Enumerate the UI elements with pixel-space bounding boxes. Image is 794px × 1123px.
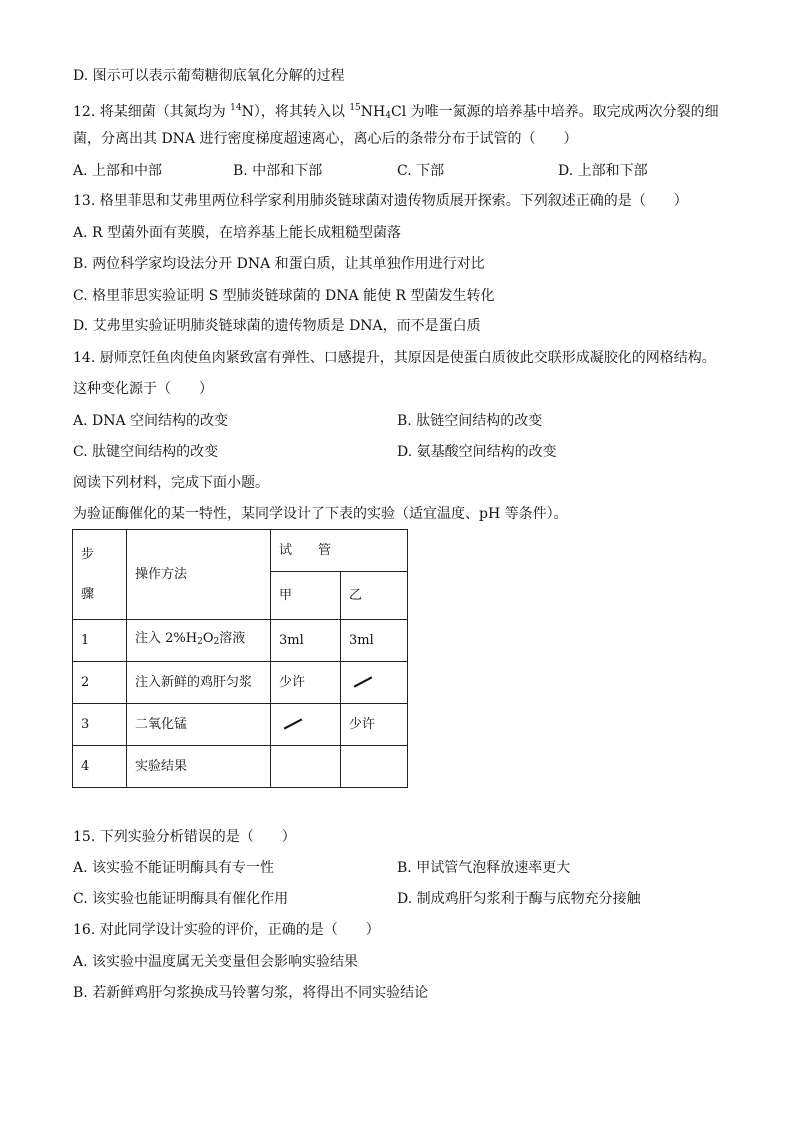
q16-option-a: A. 该实验中温度属无关变量但会影响实验结果 <box>73 954 359 970</box>
q16-stem: 16. 对此同学设计实验的评价，正确的是（ ） <box>73 922 380 938</box>
q14-stem-line1: 14. 厨师烹饪鱼肉使鱼肉紧致富有弹性、口感提升，其原因是使蛋白质彼此交联形成凝胶化的网格结构。 <box>73 350 716 366</box>
q14-option-d: D. 氨基酸空间结构的改变 <box>397 444 557 460</box>
row-tube-jia: 3ml <box>271 620 341 662</box>
row-step-number: 1 <box>73 620 127 662</box>
row-method: 注入新鲜的鸡肝匀浆 <box>127 662 271 704</box>
q12-option-c: C. 下部 <box>397 163 445 179</box>
row-step-number: 2 <box>73 662 127 704</box>
q14-option-a: A. DNA 空间结构的改变 <box>73 413 229 429</box>
q13-option-c: C. 格里菲思实验证明 S 型肺炎链球菌的 DNA 能使 R 型菌发生转化 <box>73 288 495 304</box>
q13-option-a: A. R 型菌外面有荚膜，在培养基上能长成粗糙型菌落 <box>73 225 402 241</box>
experiment-table <box>72 529 408 788</box>
table-row <box>73 746 408 788</box>
q15-option-d: D. 制成鸡肝匀浆利于酶与底物充分接触 <box>397 891 641 907</box>
row-step-number: 4 <box>73 746 127 788</box>
q13-option-d: D. 艾弗里实验证明肺炎链球菌的遗传物质是 DNA，而不是蛋白质 <box>73 318 481 334</box>
q12-option-b: B. 中部和下部 <box>233 163 323 179</box>
q15-option-b: B. 甲试管气泡释放速率更大 <box>397 860 571 876</box>
slash-mark <box>284 718 303 729</box>
q13-option-b: B. 两位科学家均设法分开 DNA 和蛋白质，让其单独作用进行对比 <box>73 256 485 272</box>
q14-option-c: C. 肽键空间结构的改变 <box>73 444 219 460</box>
q15-option-c: C. 该实验也能证明酶具有催化作用 <box>73 891 289 907</box>
header-tube: 试 管 <box>271 530 408 572</box>
row-method: 二氧化锰 <box>127 704 271 746</box>
q16-option-b: B. 若新鲜鸡肝匀浆换成马铃薯匀浆，将得出不同实验结论 <box>73 985 429 1001</box>
material-intro: 阅读下列材料，完成下面小题。 <box>73 475 269 491</box>
header-tube-jia: 甲 <box>271 572 341 620</box>
q11-option-d: D. 图示可以表示葡萄糖彻底氧化分解的过程 <box>73 68 345 84</box>
q15-option-a: A. 该实验不能证明酶具有专一性 <box>73 860 275 876</box>
header-method: 操作方法 <box>127 530 271 620</box>
slash-mark <box>354 676 373 687</box>
row-tube-yi: 少许 <box>341 704 408 746</box>
row-method: 注入 $2\%H_2O_2$溶液 <box>127 620 271 662</box>
q12-stem-line1: 12. 将某细菌（其氮均为 $^{14}$N），将其转入以 $^{15}NH_4Cl$ 为唯一氮源的培养基中培养。取完成两次分裂的细 <box>73 103 719 121</box>
table-row <box>73 704 408 746</box>
header-tube-yi: 乙 <box>341 572 408 620</box>
q15-stem: 15. 下列实验分析错误的是（ ） <box>73 829 296 845</box>
row-step-number: 3 <box>73 704 127 746</box>
q14-stem-line2: 这种变化源于（ ） <box>73 381 213 397</box>
row-method: 实验结果 <box>127 746 271 788</box>
q13-stem: 13. 格里菲思和艾弗里两位科学家利用肺炎链球菌对遗传物质展开探索。下列叙述正确的是（ ） <box>73 193 688 209</box>
row-tube-jia <box>271 704 341 746</box>
material-description: 为验证酶催化的某一特性，某同学设计了下表的实验（适宜温度、pH 等条件）。 <box>73 506 568 522</box>
row-tube-jia <box>271 746 341 788</box>
row-tube-yi <box>341 662 408 704</box>
table-row <box>73 662 408 704</box>
q12-option-d: D. 上部和下部 <box>558 163 648 179</box>
row-tube-yi: 3ml <box>341 620 408 662</box>
header-step: 步 骤 <box>73 530 127 620</box>
q14-option-b: B. 肽链空间结构的改变 <box>397 413 543 429</box>
table-row <box>73 620 408 662</box>
row-tube-jia: 少许 <box>271 662 341 704</box>
q12-option-a: A. 上部和中部 <box>73 163 163 179</box>
q12-stem-line2: 菌，分离出其 DNA 进行密度梯度超速离心，离心后的条带分布于试管的（ ） <box>73 131 578 147</box>
row-tube-yi <box>341 746 408 788</box>
